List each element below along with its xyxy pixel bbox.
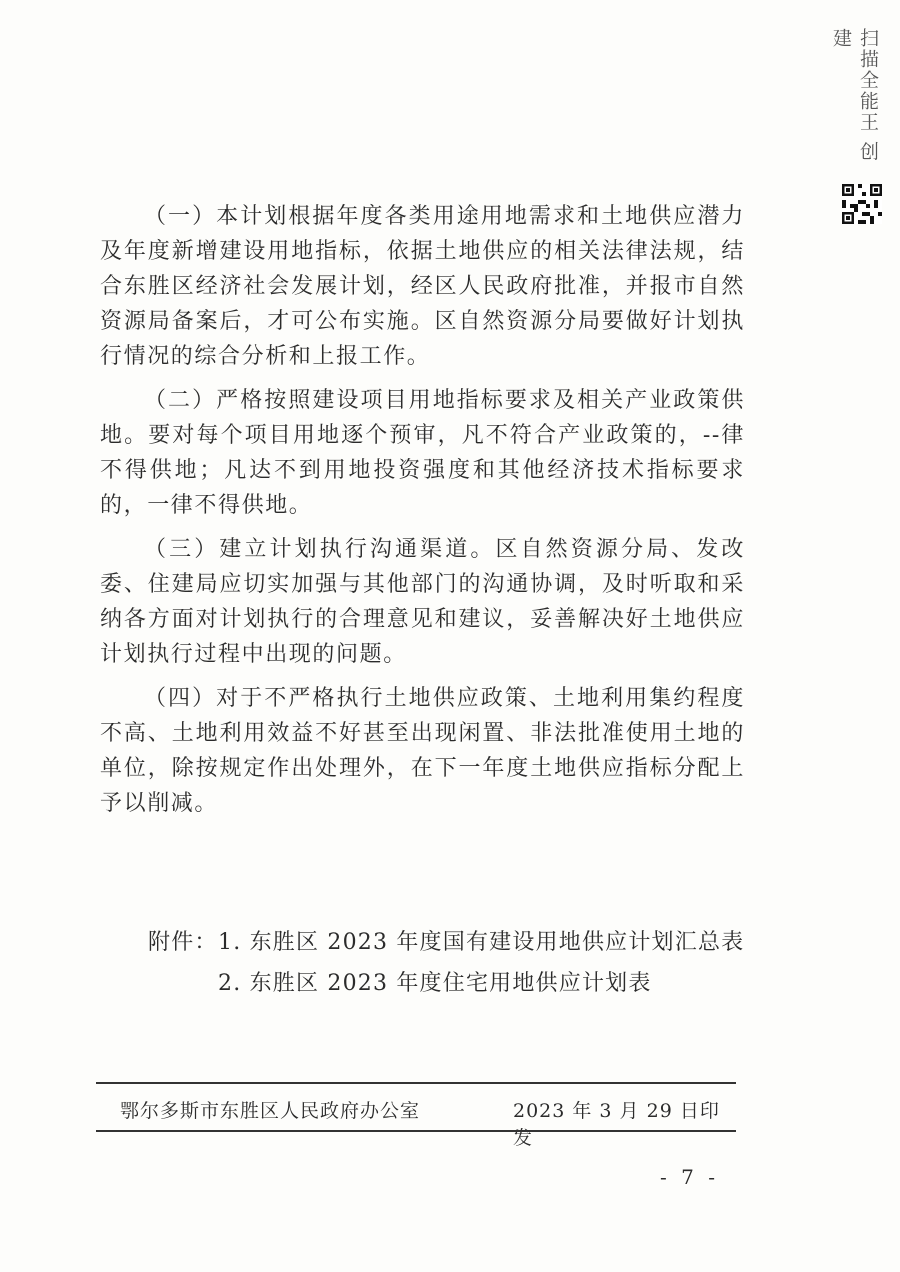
document-body — [100, 199, 745, 830]
paragraph-1: （一）本计划根据年度各类用途用地需求和土地供应潜力及年度新增建设用地指标，依据土地供应的相关法律法规，结合东胜区经济社会发展计划，经区人民政府批准，并报市自然资源局备案后，才可公布实施。区自然资源分局要做好计划执行情况的综合分析和上报工作。 — [100, 204, 745, 369]
attachment-item — [148, 963, 748, 1004]
attachment-2: 2. 东胜区 2023 年度住宅用地供应计划表 — [218, 971, 652, 996]
paragraph-2: （二）严格按照建设项目用地指标要求及相关产业政策供地。要对每个项目用地逐个预审，凡不符合产业政策的，--律不得供地；凡达不到用地投资强度和其他经济技术指标要求的，一律不得供地。 — [100, 388, 745, 518]
page-number: - 7 - — [660, 1165, 719, 1189]
issue-date: 2023 年 3 月 29 日印发 — [513, 1100, 720, 1149]
footer-bottom-rule — [96, 1130, 736, 1132]
watermark-text: 扫描全能王 创建 — [830, 28, 879, 163]
paragraph-4: （四）对于不严格执行土地供应政策、土地利用集约程度不高、土地利用效益不好甚至出现闲置、非法批准使用土地的单位，除按规定作出处理外，在下一年度土地供应指标分配上予以削减。 — [100, 686, 745, 816]
paragraph-3: （三）建立计划执行沟通渠道。区自然资源分局、发改委、住建局应切实加强与其他部门的沟通协调，及时听取和采纳各方面对计划执行的合理意见和建议，妥善解决好土地供应计划执行过程中出现的问题。 — [100, 537, 745, 667]
attachment-1: 1. 东胜区 2023 年度国有建设用地供应计划汇总表 — [218, 930, 745, 955]
attachment-item — [148, 922, 748, 963]
footer-top-rule — [96, 1082, 736, 1084]
qr-code-icon — [842, 184, 882, 224]
attachments-list — [148, 922, 748, 1004]
issuer-name: 鄂尔多斯市东胜区人民政府办公室 — [120, 1100, 421, 1122]
attachments-label: 附件： — [148, 930, 218, 955]
scanner-watermark — [830, 28, 884, 228]
